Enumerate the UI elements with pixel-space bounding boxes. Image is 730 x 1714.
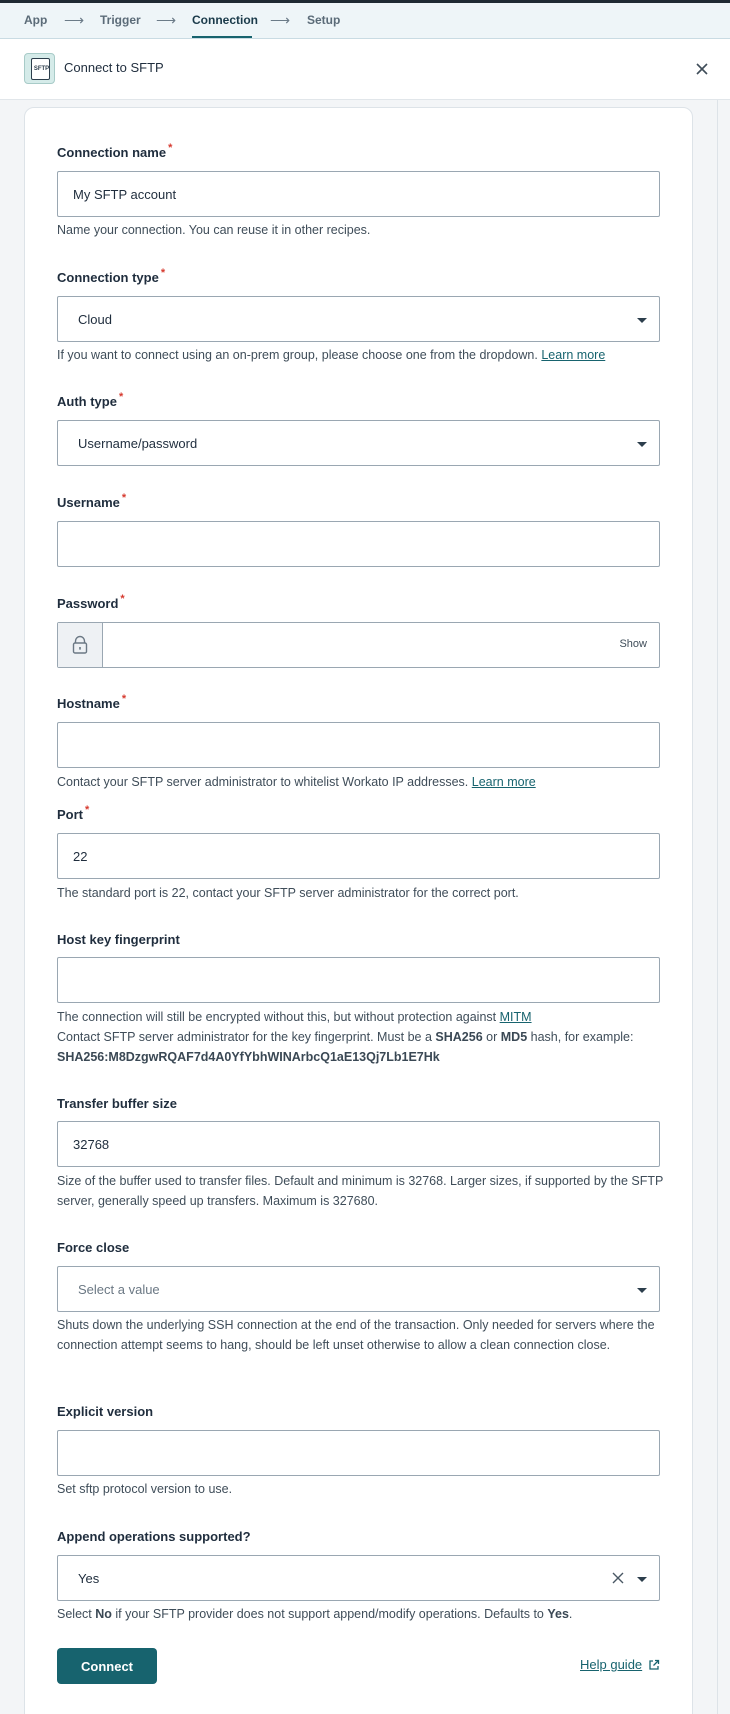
lock-icon	[58, 623, 103, 667]
explicit-version-label: Explicit version	[57, 1404, 154, 1419]
show-password-toggle[interactable]: Show	[619, 638, 647, 650]
active-step-indicator	[192, 36, 252, 38]
hostname-help: Contact your SFTP server administrator to whitelist Workato IP addresses. Learn more	[57, 775, 536, 789]
connection-name-help: Name your connection. You can reuse it in other recipes.	[57, 223, 371, 237]
hostname-input[interactable]	[57, 722, 660, 768]
append-operations-select[interactable]: Yes	[57, 1555, 660, 1601]
arrow-right-icon: ⟶	[270, 12, 291, 28]
arrow-right-icon: ⟶	[156, 12, 177, 28]
step-setup[interactable]: Setup	[307, 13, 341, 27]
force-close-select[interactable]: Select a value	[57, 1266, 660, 1312]
page-title: Connect to SFTP	[64, 60, 164, 75]
step-trigger[interactable]: Trigger	[100, 13, 141, 27]
connection-name-input[interactable]: My SFTP account	[57, 171, 660, 217]
arrow-right-icon: ⟶	[64, 12, 85, 28]
hostname-label: Hostname *	[57, 693, 127, 711]
clear-icon[interactable]	[611, 1571, 625, 1585]
explicit-version-input[interactable]	[57, 1430, 660, 1476]
password-label: Password *	[57, 593, 125, 611]
explicit-version-help: Set sftp protocol version to use.	[57, 1482, 233, 1496]
chevron-down-icon	[637, 442, 647, 447]
learn-more-link[interactable]: Learn more	[541, 348, 606, 362]
dialog-header	[0, 39, 730, 100]
document-icon: SFTP	[31, 58, 50, 80]
sftp-logo	[24, 53, 55, 84]
append-operations-help: Select No if your SFTP provider does not support append/modify operations. Defaults to Yes.	[57, 1607, 573, 1621]
mitm-link[interactable]: MITM	[499, 1010, 532, 1024]
password-input[interactable]	[57, 622, 660, 668]
port-label: Port *	[57, 804, 90, 822]
host-key-fingerprint-label: Host key fingerprint	[57, 932, 180, 947]
transfer-buffer-size-label: Transfer buffer size	[57, 1096, 177, 1111]
external-link-icon	[648, 1659, 660, 1671]
connect-button[interactable]: Connect	[57, 1648, 157, 1684]
close-button[interactable]	[690, 57, 714, 81]
username-input[interactable]	[57, 521, 660, 567]
force-close-help: Shuts down the underlying SSH connection at the end of the transaction. Only needed for servers where the connection attempt seems to hang, should be left unset otherwise to allow a clean connection close.	[57, 1318, 655, 1352]
help-guide-link[interactable]: Help guide	[580, 1657, 660, 1672]
chevron-down-icon	[637, 318, 647, 323]
transfer-buffer-size-input[interactable]: 32768	[57, 1121, 660, 1167]
auth-type-label: Auth type *	[57, 391, 124, 409]
append-operations-label: Append operations supported?	[57, 1529, 251, 1544]
connection-type-label: Connection type *	[57, 267, 166, 285]
connection-type-help: If you want to connect using an on-prem group, please choose one from the dropdown. Learn more	[57, 348, 606, 362]
connection-type-select[interactable]: Cloud	[57, 296, 660, 342]
connection-name-label: Connection name *	[57, 142, 173, 160]
step-bar	[0, 0, 730, 39]
step-app[interactable]: App	[24, 13, 48, 27]
force-close-label: Force close	[57, 1240, 130, 1255]
chevron-down-icon	[637, 1288, 647, 1293]
step-connection[interactable]: Connection	[192, 13, 258, 27]
transfer-buffer-size-help: Size of the buffer used to transfer files. Default and minimum is 32768. Larger sizes, if supported by the SFTP server, generally speed up transfers. Maximum is 327680.	[57, 1174, 664, 1208]
scrollbar[interactable]	[717, 100, 718, 1714]
chevron-down-icon	[637, 1577, 647, 1582]
host-key-fingerprint-help: The connection will still be encrypted without this, but without protection against MITM Contact SFTP server administrator for the key fingerprint. Must be a SHA256 or MD5 hash, for example: SHA256:M8DzgwRQAF7d4A0YfYbhWINArbcQ1aE13Qj7Lb1E7Hk	[57, 1010, 634, 1064]
username-label: Username *	[57, 492, 127, 510]
fingerprint-example: SHA256:M8DzgwRQAF7d4A0YfYbhWINArbcQ1aE13Qj7Lb1E7Hk	[57, 1050, 440, 1064]
close-icon	[690, 57, 714, 81]
auth-type-select[interactable]: Username/password	[57, 420, 660, 466]
port-help: The standard port is 22, contact your SFTP server administrator for the correct port.	[57, 886, 519, 900]
port-input[interactable]: 22	[57, 833, 660, 879]
learn-more-link[interactable]: Learn more	[471, 775, 536, 789]
host-key-fingerprint-input[interactable]	[57, 957, 660, 1003]
